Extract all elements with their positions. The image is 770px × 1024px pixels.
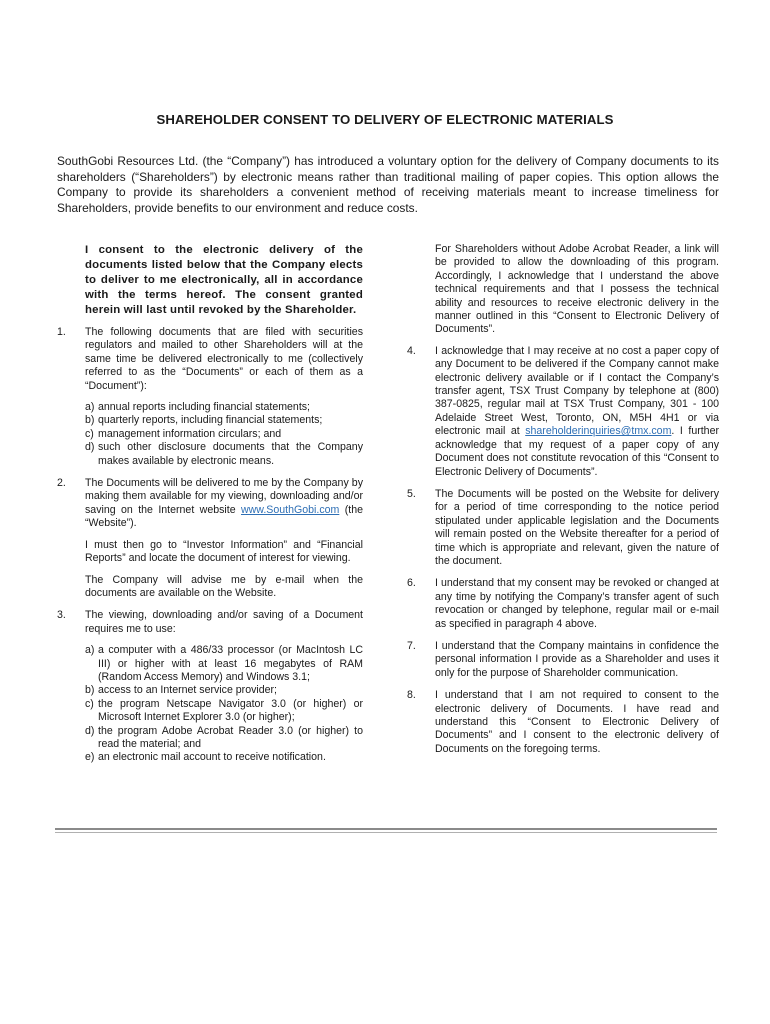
list-text: quarterly reports, including financial statements; [98, 414, 323, 427]
clause-3 [57, 609, 363, 764]
footer-divider [55, 828, 717, 830]
clause-text: I understand that the Company maintains in confidence the personal information I provide as a Shareholder and uses it only for the purpose of Shareholder communication. [435, 639, 719, 679]
clause-1 [57, 326, 363, 468]
clause-number: 3. [57, 609, 66, 622]
requirements-list [85, 644, 363, 765]
list-item [85, 684, 363, 697]
consent-heading: I consent to the electronic delivery of the documents listed below that the Company elects to deliver to me electronically, all in accordance with the terms hereof. The consent granted herein will last until revoked by the Shareholder. [85, 244, 363, 316]
clause-text: I understand that my consent may be revoked or changed at any time by notifying the Company’s transfer agent of such revocation or changed by telephone, regular mail or e-mail as specified in paragraph 4 above. [435, 577, 719, 630]
list-item [85, 428, 363, 441]
list-item [85, 644, 363, 684]
footer-divider-thin [55, 832, 717, 833]
list-letter: a) [85, 644, 95, 657]
clause-number: 4. [407, 344, 416, 357]
list-item [85, 441, 363, 468]
clause-text-part: I acknowledge that I may receive at no cost a paper copy of any Document to be delivered if the Company cannot make electronic delivery available or if I contact the Company’s transfer agent, TSX Trust Company by telephone at (800) 387-0825, regular mail at TSX Trust Company, 301 - 100 Adelaide Street West, Toronto, ON, M5H 4H1 or via electronic mail at [435, 344, 719, 438]
clause-number: 1. [57, 326, 66, 338]
document-list [85, 401, 363, 468]
clause-paragraph: I must then go to “Investor Information” and “Financial Reports” and locate the document of interest for viewing. [85, 538, 363, 565]
clause-8 [407, 689, 719, 756]
list-letter: e) [85, 751, 95, 764]
list-text: the program Adobe Acrobat Reader 3.0 (or higher) to read the material; and [98, 724, 363, 750]
list-item [85, 414, 363, 427]
clause-text-part: The Documents will be delivered to me by the Company by making them available for my viewing, downloading and/or saving on the Internet website [85, 477, 363, 516]
list-letter: a) [85, 401, 95, 414]
list-text: annual reports including financial statements; [98, 401, 310, 414]
clause-number: 5. [407, 487, 416, 500]
right-column [407, 243, 719, 765]
clause-7 [407, 640, 719, 680]
list-item [85, 725, 363, 752]
clause-text: The following documents that are filed with securities regulators and mailed to other Shareholders will at the same time be delivered electronically to me (collectively referred to as the “Documents” or each of them as a “Document”): [85, 326, 363, 392]
clause-4 [407, 345, 719, 479]
list-text: such other disclosure documents that the Company makes available by electronic means. [98, 441, 363, 467]
clause-text: The viewing, downloading and/or saving of a Document requires me to use: [85, 609, 363, 635]
list-letter: c) [85, 427, 94, 440]
clause-number: 7. [407, 639, 416, 652]
clause-text-part: . I further acknowledge that my request of a paper copy of any Document does not constitute revocation of this “Consent to Electronic Delivery of Documents”. [435, 425, 719, 478]
clause-5 [407, 488, 719, 568]
website-link[interactable]: www.SouthGobi.com [241, 503, 340, 516]
list-item [85, 698, 363, 725]
list-item [85, 751, 363, 764]
clause-text [435, 345, 719, 479]
clause-6 [407, 577, 719, 631]
clause-number: 2. [57, 477, 66, 490]
list-item [85, 401, 363, 414]
clause-number: 6. [407, 577, 416, 590]
acrobat-paragraph: For Shareholders without Adobe Acrobat Reader, a link will be provided to allow the downloading of this program. Accordingly, I acknowledge that I understand the above technical requirements and that I possess the technical ability and resources to receive electronic delivery in the manner outlined in this “Consent to Electronic Delivery of Documents”. [435, 243, 719, 336]
clause-text: The Documents will be posted on the Website for delivery for a period of time corresponding to the notice period stipulated under applicable legislation and the Documents will remain posted on the Website thereafter for a period of time which is appropriate and relevant, given the nature of the document. [435, 487, 719, 567]
document-title: SHAREHOLDER CONSENT TO DELIVERY OF ELECTRONIC MATERIALS [156, 112, 614, 127]
list-letter: d) [85, 724, 95, 737]
left-column [57, 243, 363, 774]
list-text: the program Netscape Navigator 3.0 (or higher) or Microsoft Internet Explorer 3.0 (or higher); [98, 697, 363, 724]
list-text: an electronic mail account to receive notification. [98, 751, 326, 764]
list-text: a computer with a 486/33 processor (or MacIntosh LC III) or higher with at least 16 megabytes of RAM (Random Access Memory) and Windows 3.1; [98, 644, 363, 683]
email-link[interactable]: shareholderinquiries@tmx.com [525, 425, 672, 438]
list-letter: b) [85, 414, 95, 427]
clause-number: 8. [407, 689, 416, 702]
clause-text: I understand that I am not required to consent to the electronic delivery of Documents. I have read and understand this “Consent to Electronic Delivery of Documents” and I consent to the electronic delivery of Documents on the foregoing terms. [435, 689, 719, 755]
list-letter: d) [85, 441, 95, 454]
clause-text [85, 477, 363, 531]
clause-2 [57, 477, 363, 600]
clause-paragraph: The Company will advise me by e-mail when the documents are available on the Website. [85, 573, 363, 599]
intro-paragraph: SouthGobi Resources Ltd. (the “Company”) has introduced a voluntary option for the delivery of Company documents to its shareholders (“Shareholders”) by electronic means rather than traditional mailing of paper copies. This option allows the Company to provide its shareholders a convenient method of receiving materials meant to increase timeliness for Shareholders, provide benefits to our environment and reduce costs. [57, 154, 719, 215]
list-text: management information circulars; and [98, 427, 282, 440]
list-letter: b) [85, 684, 95, 697]
list-text: access to an Internet service provider; [98, 684, 278, 697]
list-letter: c) [85, 697, 94, 710]
clause-text-part: (the “Website”). [85, 503, 363, 530]
